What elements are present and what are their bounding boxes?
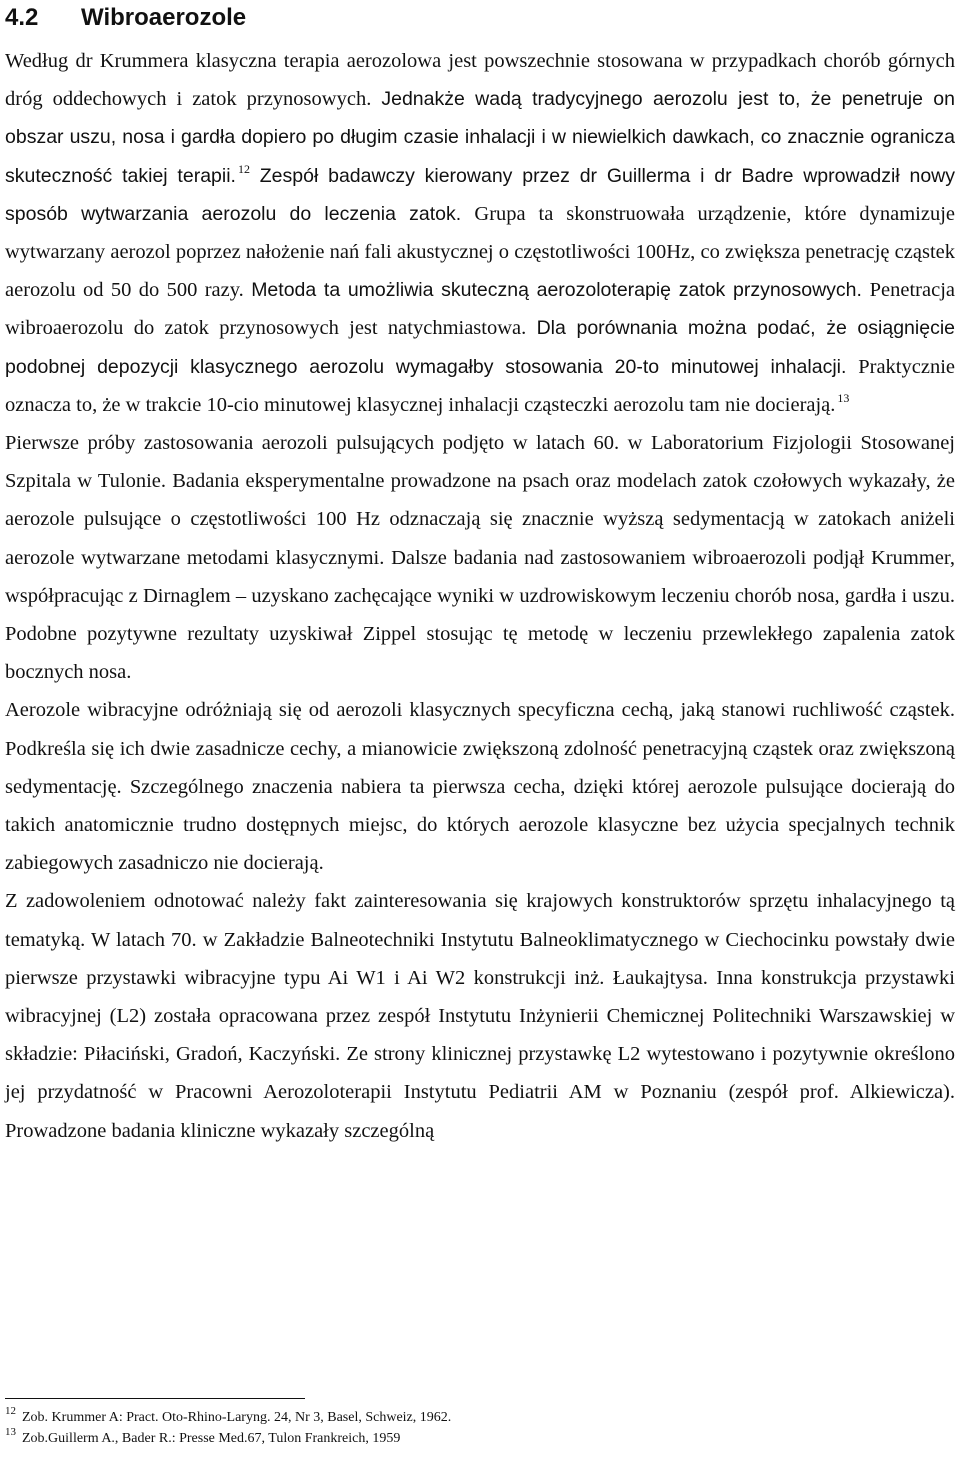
text-segment: Dalsze badania nad zastosowaniem wibroaerozoli podjął Krummer, współpracując z Dirnaglem – uzyskano zachęcające wyniki w uzdrowiskowym leczeniu chorób nosa, gardła i uszu. — [5, 546, 955, 607]
section-number: 4.2 — [5, 4, 39, 31]
text-segment: Praktycznie oznacza to, że w trakcie 10-cio minutowej klasycznej inhalacji cząsteczki aerozolu tam nie docierają. — [5, 355, 955, 416]
body-text — [5, 42, 955, 1150]
section-heading — [5, 3, 955, 33]
text-segment: Dla porównania można podać, że osiągnięcie podobnej depozycji klasycznego aerozolu wymagałby stosowania 20-to minutowej inhalacji. — [5, 317, 955, 378]
text-segment: Jednakże wadą tradycyjnego aerozolu jest to, że penetruje on obszar uszu, nosa i gardła dopiero po długim czasie inhalacji i w niewielkich dawkach, co znacznie ogranicza skuteczność takiej terapii. — [5, 88, 955, 187]
text-segment: Metoda ta umożliwia skuteczną aerozoloterapię zatok przynosowych. — [251, 279, 870, 302]
paragraph — [5, 691, 955, 882]
footnote-number: 13 — [5, 1426, 16, 1438]
section-title: Wibroaerozole — [81, 4, 247, 31]
footnote-text: Zob.Guillerm A., Bader R.: Presse Med.67, Tulon Frankreich, 1959 — [22, 1431, 401, 1446]
text-segment: Aerozole wibracyjne odróżniają się od aerozoli klasycznych specyficzna cechą, jaką stanowi ruchliwość cząstek. — [5, 699, 955, 722]
footnotes — [5, 1398, 805, 1449]
text-segment: Inna konstrukcja przystawki wibracyjnej (L2) została opracowana przez zespół Instytutu Inżynierii Chemicznej Politechniki Warszawskiej w składzie: Piłaciński, Gradoń, Kaczyński. — [5, 966, 955, 1066]
text-segment: Zespół badawczy kierowany przez dr Guillerma i dr Badre wprowadził nowy sposób wytwarzania aerozolu do leczenia zatok. — [5, 164, 956, 225]
text-segment: Ze strony klinicznej przystawkę L2 wytestowano i pozytywnie określono jej przydatność w Pracowni Aerozoloterapii Instytutu Pediatrii AM w Poznaniu (zespół prof. Alkiewicza). — [5, 1043, 955, 1104]
text-segment: Podobne pozytywne rezultaty uzyskiwał Zippel stosując tę metodę w leczeniu przewlekłego zapalenia zatok bocznych nosa. — [5, 623, 955, 684]
text-segment: Prowadzone badania kliniczne wykazały szczególną — [5, 1119, 435, 1142]
footnote-13 — [5, 1428, 805, 1449]
text-segment: Szczególnego znaczenia nabiera ta pierwsza cecha, dzięki której aerozole pulsujące docierają do takich anatomicznie trudno dostępnych miejsc, do których aerozole klasyczne bez użycia specjalnych technik zabiegowych zasadniczo nie docierają. — [5, 775, 956, 875]
text-segment: Według dr Krummera klasyczna terapia aerozolowa jest powszechnie stosowana w przypadkach chorób górnych dróg oddechowych i zatok przynosowych. — [5, 50, 955, 111]
footnote-reference: 13 — [837, 390, 850, 405]
text-segment: Badania eksperymentalne prowadzone na psach oraz modelach zatok czołowych wykazały, że aerozole pulsujące o częstotliwości 100 Hz odznaczają się znacznie wyższą sedymentacją w zatokach aniżeli aerozole wytwarzane metodami klasycznymi. — [5, 470, 955, 569]
paragraph — [5, 424, 955, 691]
document-page — [5, 0, 955, 1150]
footnote-text: Zob. Krummer A: Pract. Oto-Rhino-Laryng. 24, Nr 3, Basel, Schweiz, 1962. — [22, 1410, 452, 1425]
footnote-number: 12 — [5, 1405, 16, 1417]
footnote-12 — [5, 1407, 805, 1428]
footnote-reference: 12 — [237, 161, 250, 176]
footnote-separator — [5, 1398, 305, 1399]
paragraph — [5, 42, 955, 424]
paragraph — [5, 882, 955, 1149]
text-segment: Z zadowoleniem odnotować należy fakt zainteresowania się krajowych konstruktorów sprzętu inhalacyjnego tą tematyką. W latach 70. w Zakładzie Balneotechniki Instytutu Balneoklimatycznego w Ciechocinku powstały dwie pierwsze przystawki wibracyjne typu Ai W1 i Ai W2 konstrukcji inż. Łaukajtysa. — [5, 890, 955, 989]
text-segment: Grupa ta skonstruowała urządzenie, które dynamizuje wytwarzany aerozol poprzez nałożenie nań fali akustycznej o częstotliwości 100Hz, co zwiększa penetrację cząstek aerozolu od 50 do 500 razy. — [5, 202, 955, 302]
text-segment: Pierwsze próby zastosowania aerozoli pulsujących podjęto w latach 60. w Laboratorium Fizjologii Stosowanej Szpitala w Tulonie. — [5, 432, 955, 493]
text-segment: Penetracja wibroaerozolu do zatok przynosowych jest natychmiastowa. — [5, 279, 955, 340]
text-segment: Podkreśla się ich dwie zasadnicze cechy, a mianowicie zwiększoną zdolność penetracyjną cząstek oraz zwiększoną sedymentację. — [5, 737, 955, 798]
